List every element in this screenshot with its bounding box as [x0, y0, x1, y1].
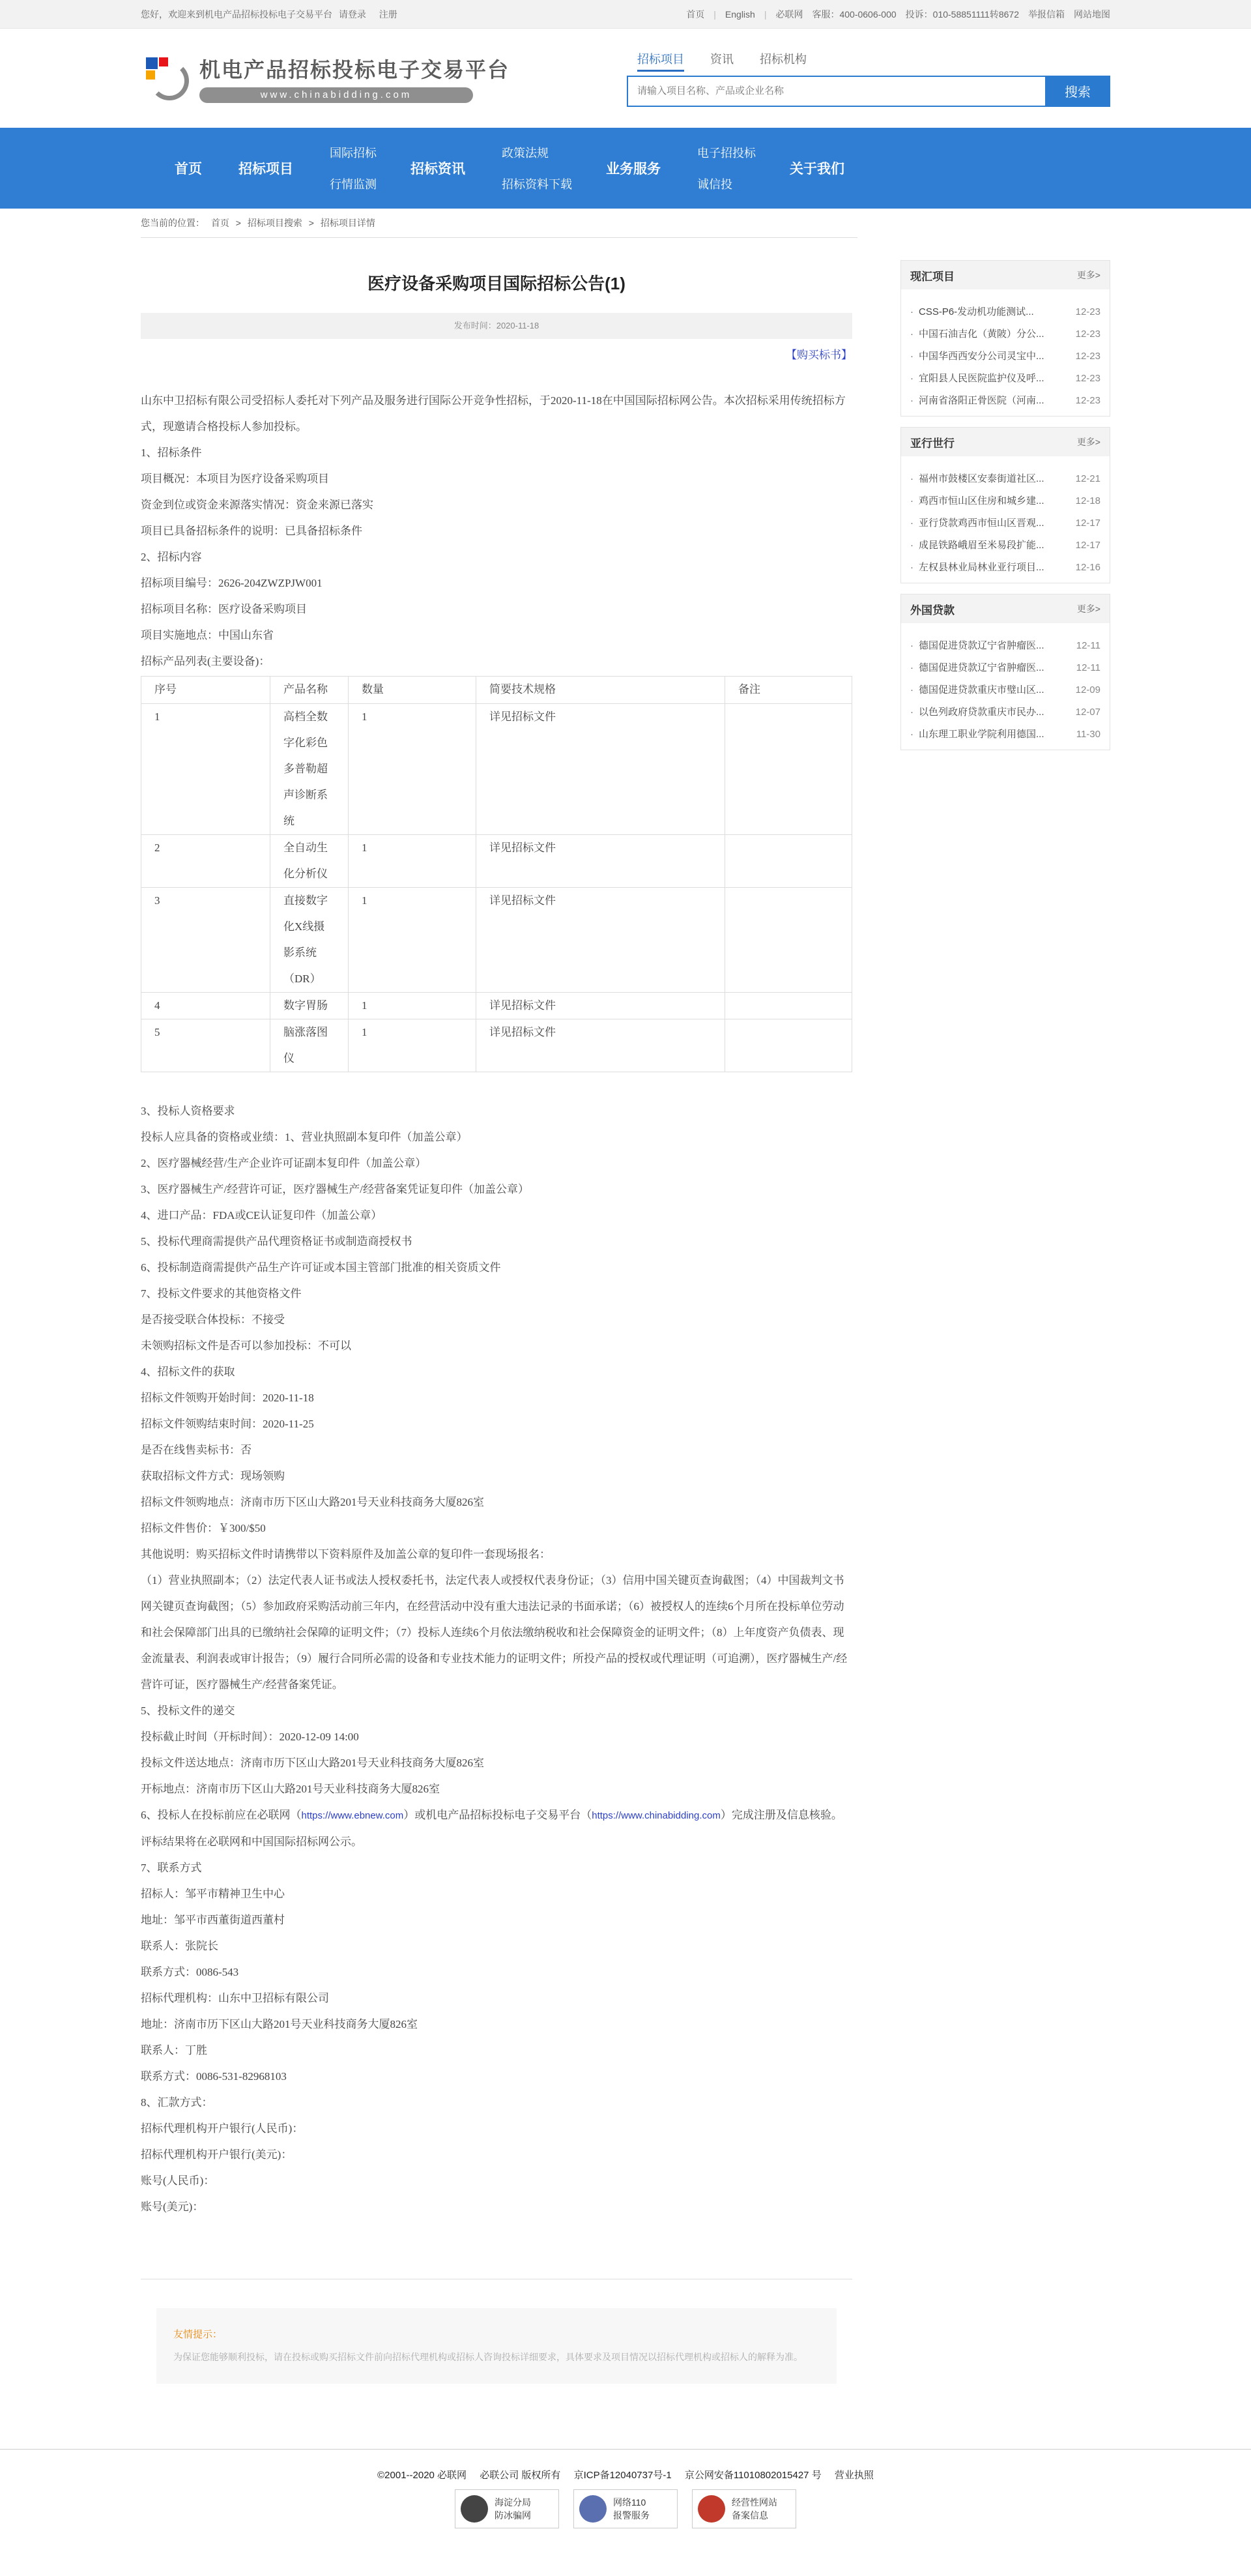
top-link-english[interactable]: English — [725, 9, 755, 20]
list-item[interactable]: · 德国促进贷款辽宁省肿瘤医... 12-11 — [910, 657, 1100, 679]
search-button[interactable]: 搜索 — [1045, 76, 1110, 107]
box-title: 外国贷款 — [910, 604, 955, 617]
section-line: 联系方式：0086-543 — [141, 1966, 239, 1978]
cell-note — [725, 1019, 852, 1072]
section-line: 3、投标人资格要求 — [141, 1105, 235, 1117]
section-line: 投标人应具备的资格或业绩：1、营业执照副本复印件（加盖公章） — [141, 1131, 468, 1143]
sidebar-box-cash-projects — [900, 260, 1110, 417]
list-item[interactable]: · 左权县林业局林业亚行项目... 12-16 — [910, 557, 1100, 579]
section-line: 联系方式：0086-531-82968103 — [141, 2070, 287, 2083]
breadcrumb-label: 您当前的位置： — [141, 218, 205, 228]
notice-body — [141, 388, 852, 2220]
nav-downloads[interactable]: 招标资料下载 — [502, 178, 572, 191]
section-line: 4、进口产品：FDA或CE认证复印件（加盖公章） — [141, 1209, 382, 1222]
ebnew-link[interactable]: https://www.ebnew.com — [301, 1810, 404, 1821]
badge-anti-fraud[interactable]: 海淀分局 防冰骗网 — [455, 2489, 559, 2528]
cell-qty: 1 — [349, 835, 476, 888]
nav-ebidding[interactable]: 电子招投标 — [697, 147, 756, 160]
register-link[interactable]: 注册 — [379, 9, 397, 20]
sidebar — [900, 260, 1110, 2384]
cell-spec: 详见招标文件 — [476, 993, 725, 1019]
section-line: 招标项目名称：医疗设备采购项目 — [141, 603, 307, 615]
cell-name: 数字胃肠 — [270, 993, 349, 1019]
header — [0, 29, 1251, 128]
list-item[interactable]: · 成昆铁路峨眉至米易段扩能... 12-17 — [910, 534, 1100, 557]
list-item[interactable]: · 以色列政府贷款重庆市民办... 12-07 — [910, 701, 1100, 724]
col-header-no: 序号 — [141, 677, 270, 704]
list-item[interactable]: · 山东理工职业学院利用德国... 11-30 — [910, 724, 1100, 746]
cell-qty: 1 — [349, 704, 476, 835]
box-title: 现汇项目 — [910, 270, 955, 283]
sidebar-box-adb-wb — [900, 427, 1110, 583]
search-tab-projects[interactable]: 招标项目 — [637, 50, 684, 72]
section-line: （1）营业执照副本；（2）法定代表人证书或法人授权委托书，法定代表人或授权代表身份证；（3）信用中国关键页查询截图；（4）中国裁判文书网关键页查询截图；（5）参加政府采购活动前三年内，在经营活动中没有重大违法记录的书面承诺；（6）被授权人的连续6个月所在投标单位劳动和社会保障部门出具的已缴纳社会保障的证明文件；（7）投标人连续6个月依法缴纳税收和社会保障资金的证明文件；（8）上年度资产负债表、现金流量表、利润表或审计报告；（9）履行合同所必需的设备和专业技术能力的证明文件；所投产品的授权或代理证明（可追溯），医疗器械生产/经营许可证，医疗器械生产/经营备案凭证。 — [141, 1574, 848, 1691]
section-line: 招标代理机构开户银行(人民币)： — [141, 2122, 304, 2135]
section-line: 1、招标条件 — [141, 446, 202, 459]
cell-spec: 详见招标文件 — [476, 704, 725, 835]
breadcrumb-separator: > — [308, 218, 314, 228]
intro-paragraph: 山东中卫招标有限公司受招标人委托对下列产品及服务进行国际公开竞争性招标，于2020-11-18在中国国际招标网公告。本次招标采用传统招标方式，现邀请合格投标人参加投标。 — [141, 394, 846, 433]
section-line: 6、投标制造商需提供产品生产许可证或本国主管部门批准的相关资质文件 — [141, 1261, 501, 1274]
nav-services[interactable]: 业务服务 — [606, 162, 661, 177]
police-icon — [461, 2495, 488, 2523]
hotline-text: 客服：400-0606-000 — [812, 9, 897, 20]
chinabidding-link[interactable]: https://www.chinabidding.com — [592, 1810, 721, 1821]
more-link[interactable]: 更多> — [1076, 270, 1100, 280]
more-link[interactable]: 更多> — [1076, 604, 1100, 614]
notice-title: 医疗设备采购项目国际招标公告(1) — [367, 274, 626, 293]
business-license-link[interactable]: 营业执照 — [834, 2470, 874, 2481]
section-line: 5、投标文件的递交 — [141, 1705, 235, 1717]
cell-note — [725, 704, 852, 835]
breadcrumb-home[interactable]: 首页 — [210, 218, 229, 228]
section-line: 招标文件领购地点：济南市历下区山大路201号天业科技商务大厦826室 — [141, 1496, 484, 1508]
cell-name: 直接数字化X线摄影系统（DR） — [270, 888, 349, 993]
search-area — [627, 50, 1110, 107]
section-line: 招标文件领购结束时间：2020-11-25 — [141, 1418, 314, 1430]
login-link[interactable]: 请登录 — [338, 9, 366, 20]
col-header-spec: 简要技术规格 — [476, 677, 725, 704]
section-line: 联系人：张院长 — [141, 1940, 218, 1952]
list-item[interactable]: · 德国促进贷款辽宁省肿瘤医... 12-11 — [910, 635, 1100, 657]
nav-policy[interactable]: 政策法规 — [502, 147, 549, 160]
logo-title: 机电产品招标投标电子交易平台 — [199, 58, 510, 81]
table-row — [141, 888, 852, 993]
section-line: 是否接受联合体投标：不接受 — [141, 1313, 285, 1326]
search-tab-news[interactable]: 资讯 — [710, 52, 734, 66]
cell-qty: 1 — [349, 1019, 476, 1072]
nav-projects[interactable]: 招标项目 — [238, 162, 293, 177]
more-link[interactable]: 更多> — [1076, 437, 1100, 447]
tip-text: 为保证您能够顺利投标，请在投标或购买招标文件前向招标代理机构或招标人咨询投标详细要求，具体要求及项目情况以招标代理机构或招标人的解释为准。 — [173, 2352, 803, 2362]
list-item[interactable]: · 宜阳县人民医院监护仪及呼... 12-23 — [910, 368, 1100, 390]
icp-link[interactable]: 京ICP备12040737号-1 — [573, 2470, 672, 2481]
section-line: 项目概况：本项目为医疗设备采购项目 — [141, 473, 329, 485]
section-line: 8、汇款方式： — [141, 2096, 213, 2109]
buy-tender-link[interactable]: 【购买标书】 — [786, 349, 852, 361]
section-line: 获取招标文件方式：现场领购 — [141, 1470, 285, 1482]
section-line: 招标文件售价：￥300/$50 — [141, 1522, 266, 1534]
section-line: 2、医疗器械经营/生产企业许可证副本复印件（加盖公章） — [141, 1157, 427, 1169]
cell-spec: 详见招标文件 — [476, 1019, 725, 1072]
section-line: 其他说明：购买招标文件时请携带以下资料原件及加盖公章的复印件一套现场报名： — [141, 1548, 551, 1560]
box-title: 亚行世行 — [910, 437, 955, 450]
breadcrumb-search[interactable]: 招标项目搜索 — [247, 218, 302, 228]
cell-note — [725, 993, 852, 1019]
nav-news[interactable]: 招标资讯 — [410, 162, 465, 177]
section-line: 招标代理机构：山东中卫招标有限公司 — [141, 1992, 329, 2004]
complaint-text: 投诉：010-58851111转8672 — [905, 9, 1019, 20]
site-logo[interactable] — [141, 52, 510, 104]
top-link-ebnew[interactable]: 必联网 — [775, 9, 803, 20]
registration-paragraph: 6、投标人在投标前应在必联网（https://www.ebnew.com）或机电产品招标投标电子交易平台（https://www.chinabidding.com）完成注册及信息核验。评标结果将在必联网和中国国际招标网公示。 — [141, 1809, 842, 1848]
list-item[interactable]: · 河南省洛阳正骨医院（河南... 12-23 — [910, 390, 1100, 412]
section-line: 3、医疗器械生产/经营许可证，医疗器械生产/经营备案凭证复印件（加盖公章） — [141, 1183, 529, 1195]
list-item[interactable]: · 亚行贷款鸡西市恒山区晋观... 12-17 — [910, 512, 1100, 534]
cell-name: 高档全数字化彩色多普勒超声诊断系统 — [270, 704, 349, 835]
table-row — [141, 835, 852, 888]
cell-no: 3 — [141, 888, 270, 993]
publish-time: 发布时间：2020-11-18 — [141, 313, 852, 339]
cell-spec: 详见招标文件 — [476, 835, 725, 888]
col-header-qty: 数量 — [349, 677, 476, 704]
section-line: 招标产品列表(主要设备)： — [141, 655, 270, 667]
friendly-tip — [156, 2308, 837, 2384]
nav-intl-bidding[interactable]: 国际招标 — [330, 147, 377, 160]
search-input[interactable] — [627, 76, 1045, 107]
col-header-name: 产品名称 — [270, 677, 349, 704]
table-row — [141, 704, 852, 835]
logo-domain: www.chinabidding.com — [199, 87, 473, 103]
breadcrumb-separator: > — [235, 218, 241, 228]
section-line: 地址：济南市历下区山大路201号天业科技商务大厦826室 — [141, 2018, 418, 2030]
nav-home[interactable]: 首页 — [175, 162, 202, 177]
section-line: 2、招标内容 — [141, 551, 202, 563]
cell-no: 5 — [141, 1019, 270, 1072]
cell-name: 全自动生化分析仪 — [270, 835, 349, 888]
section-line: 联系人：丁胜 — [141, 2044, 207, 2056]
section-line: 招标人：邹平市精神卫生中心 — [141, 1888, 285, 1900]
section-line: 7、投标文件要求的其他资格文件 — [141, 1287, 302, 1300]
section-line: 4、招标文件的获取 — [141, 1366, 235, 1378]
separator: | — [764, 9, 767, 20]
nav-about[interactable]: 关于我们 — [790, 162, 844, 177]
section-line: 7、联系方式 — [141, 1862, 202, 1874]
section-line: 资金到位或资金来源落实情况：资金来源已落实 — [141, 499, 373, 511]
copyright: ©2001--2020 必联网 必联公司 版权所有 京ICP备12040737号-1 京公网安备11010802015427 号 营业执照 — [377, 2470, 874, 2481]
list-item[interactable]: · 福州市鼓楼区安泰街道社区... 12-21 — [910, 468, 1100, 490]
badge-site-record[interactable]: 经营性网站 备案信息 — [692, 2489, 796, 2528]
section-line: 地址：邹平市西董街道西董村 — [141, 1914, 285, 1926]
breadcrumb — [141, 209, 857, 238]
cell-spec: 详见招标文件 — [476, 888, 725, 993]
table-row — [141, 1019, 852, 1072]
section-line: 账号(人民币)： — [141, 2174, 215, 2187]
list-item[interactable]: · 德国促进贷款重庆市璧山区... 12-09 — [910, 679, 1100, 701]
list-item[interactable]: · 中国石油吉化（黄陂）分公... 12-23 — [910, 323, 1100, 345]
section-line: 招标文件领购开始时间：2020-11-18 — [141, 1392, 314, 1404]
cell-no: 1 — [141, 704, 270, 835]
list-item[interactable]: · 中国华西西安分公司灵宝中... 12-23 — [910, 345, 1100, 368]
separator: | — [713, 9, 716, 20]
emblem-icon — [698, 2495, 725, 2523]
cell-qty: 1 — [349, 888, 476, 993]
cell-no: 4 — [141, 993, 270, 1019]
section-line: 是否在线售卖标书：否 — [141, 1444, 252, 1456]
section-line: 项目实施地点：中国山东省 — [141, 629, 274, 641]
badge-110[interactable]: 网络110 报警服务 — [573, 2489, 678, 2528]
logo-mark-icon — [141, 52, 193, 104]
main-nav — [0, 128, 1251, 209]
section-line: 5、投标代理商需提供产品代理资格证书或制造商授权书 — [141, 1235, 412, 1248]
list-item[interactable]: · 鸡西市恒山区住房和城乡建... 12-18 — [910, 490, 1100, 512]
shield-icon — [579, 2495, 607, 2523]
cell-note — [725, 888, 852, 993]
product-table — [141, 676, 852, 1072]
col-header-note: 备注 — [725, 677, 852, 704]
section-line: 未领购招标文件是否可以参加投标：不可以 — [141, 1339, 351, 1352]
sitemap-link[interactable]: 网站地图 — [1074, 9, 1110, 20]
section-line: 招标项目编号：2626-204ZWZPJW001 — [141, 577, 323, 589]
section-line: 项目已具备招标条件的说明：已具备招标条件 — [141, 525, 362, 537]
cell-no: 2 — [141, 835, 270, 888]
sidebar-box-foreign-loans — [900, 594, 1110, 750]
nav-credit[interactable]: 诚信投 — [697, 178, 732, 191]
top-link-home[interactable]: 首页 — [686, 9, 705, 20]
notice-content — [141, 238, 852, 2384]
cell-name: 脑涨落图仪 — [270, 1019, 349, 1072]
section-line: 投标截止时间（开标时间）：2020-12-09 14:00 — [141, 1731, 359, 1743]
top-bar — [0, 0, 1251, 29]
list-item[interactable]: · CSS-P6-发动机功能测试... 12-23 — [910, 301, 1100, 323]
table-header-row — [141, 677, 852, 704]
welcome-text: 您好，欢迎来到机电产品招标投标电子交易平台 — [141, 9, 332, 20]
cell-qty: 1 — [349, 993, 476, 1019]
breadcrumb-current: 招标项目详情 — [320, 218, 375, 228]
nav-market-monitor[interactable]: 行情监测 — [330, 178, 377, 191]
table-row — [141, 993, 852, 1019]
section-line: 投标文件送达地点：济南市历下区山大路201号天业科技商务大厦826室 — [141, 1757, 484, 1769]
section-line: 招标代理机构开户银行(美元)： — [141, 2148, 293, 2161]
report-mailbox-link[interactable]: 举报信箱 — [1028, 9, 1065, 20]
footer — [0, 2449, 1251, 2528]
cell-note — [725, 835, 852, 888]
search-tab-agencies[interactable]: 招标机构 — [760, 52, 807, 66]
tip-title: 友情提示： — [173, 2329, 223, 2340]
section-line: 开标地点：济南市历下区山大路201号天业科技商务大厦826室 — [141, 1783, 440, 1795]
police-record-link[interactable]: 京公网安备11010802015427 号 — [684, 2470, 822, 2481]
section-line: 账号(美元)： — [141, 2201, 204, 2213]
